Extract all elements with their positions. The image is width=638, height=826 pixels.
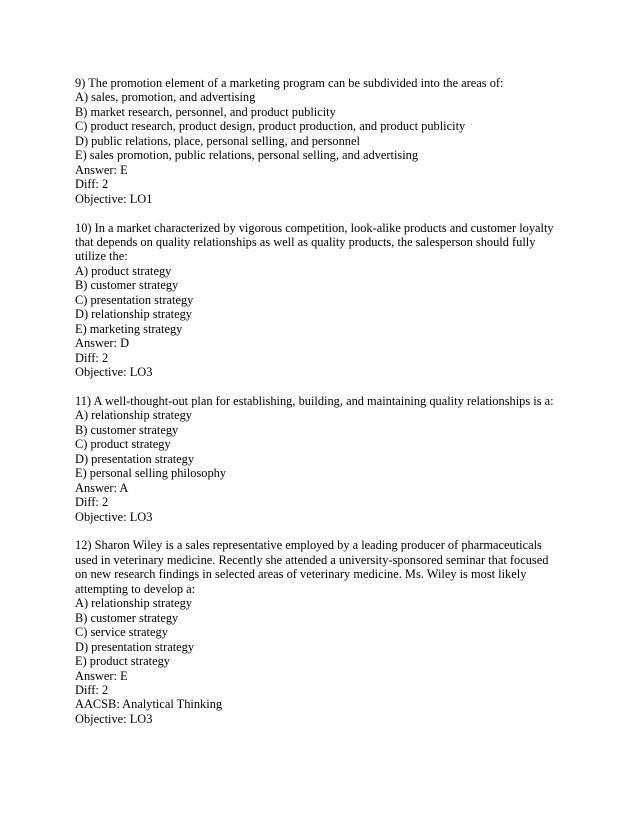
question-12 xyxy=(75,538,575,726)
objective: Objective: LO3 xyxy=(75,365,153,380)
answer-option-d: D) public relations, place, personal selling, and personnel xyxy=(75,133,360,148)
question-11 xyxy=(75,394,575,524)
question-stem: 9) The promotion element of a marketing program can be subdivided into the areas of: xyxy=(75,76,504,90)
answer-option-e: E) product strategy xyxy=(75,654,170,669)
difficulty: Diff: 2 xyxy=(75,350,109,365)
question-stem-line-2: used in veterinary medicine. Recently she attended a university-sponsored seminar that focused xyxy=(75,552,549,567)
answer-key: Answer: A xyxy=(75,480,129,495)
answer-key: Answer: D xyxy=(75,336,130,351)
answer-key: Answer: E xyxy=(75,162,128,177)
difficulty: Diff: 2 xyxy=(75,495,109,510)
answer-option-d: D) presentation strategy xyxy=(75,451,195,466)
aacsb-tag: AACSB: Analytical Thinking xyxy=(75,697,223,712)
answer-option-e: E) sales promotion, public relations, personal selling, and advertising xyxy=(75,148,419,163)
objective: Objective: LO3 xyxy=(75,509,153,524)
difficulty: Diff: 2 xyxy=(75,177,109,192)
answer-option-e: E) personal selling philosophy xyxy=(75,466,227,481)
question-stem-line-1: 12) Sharon Wiley is a sales representative employed by a leading producer of pharmaceuticals xyxy=(75,538,542,553)
question-9 xyxy=(75,76,575,206)
question-stem-line-4: attempting to develop a: xyxy=(75,581,196,596)
answer-option-c: C) product strategy xyxy=(75,437,171,452)
answer-option-b: B) customer strategy xyxy=(75,422,179,437)
answer-option-a: A) relationship strategy xyxy=(75,596,192,611)
question-stem-line-2: that depends on quality relationships as well as quality products, the salesperson should fully xyxy=(75,234,536,249)
answer-option-d: D) presentation strategy xyxy=(75,639,195,654)
question-stem-line-1: 10) In a market characterized by vigorous competition, look-alike products and customer loyalty xyxy=(75,220,554,235)
answer-option-e: E) marketing strategy xyxy=(75,321,183,336)
answer-option-b: B) customer strategy xyxy=(75,610,179,625)
difficulty: Diff: 2 xyxy=(75,682,109,697)
answer-option-c: C) presentation strategy xyxy=(75,292,194,307)
answer-option-a: A) product strategy xyxy=(75,263,172,278)
document-page xyxy=(75,76,575,741)
objective: Objective: LO1 xyxy=(75,191,153,206)
answer-key: Answer: E xyxy=(75,668,128,683)
answer-option-c: C) service strategy xyxy=(75,625,168,640)
answer-option-c: C) product research, product design, product production, and product publicity xyxy=(75,119,466,134)
answer-option-a: A) relationship strategy xyxy=(75,408,192,423)
question-stem: 11) A well-thought-out plan for establishing, building, and maintaining quality relationships is a: xyxy=(75,393,554,408)
objective: Objective: LO3 xyxy=(75,711,153,726)
answer-option-b: B) market research, personnel, and product publicity xyxy=(75,104,336,119)
question-10 xyxy=(75,221,575,380)
answer-option-d: D) relationship strategy xyxy=(75,307,192,322)
answer-option-b: B) customer strategy xyxy=(75,278,179,293)
question-stem-line-3: utilize the: xyxy=(75,249,128,264)
question-stem-line-3: on new research findings in selected areas of veterinary medicine. Ms. Wiley is most likely xyxy=(75,567,527,582)
answer-option-a: A) sales, promotion, and advertising xyxy=(75,90,256,105)
